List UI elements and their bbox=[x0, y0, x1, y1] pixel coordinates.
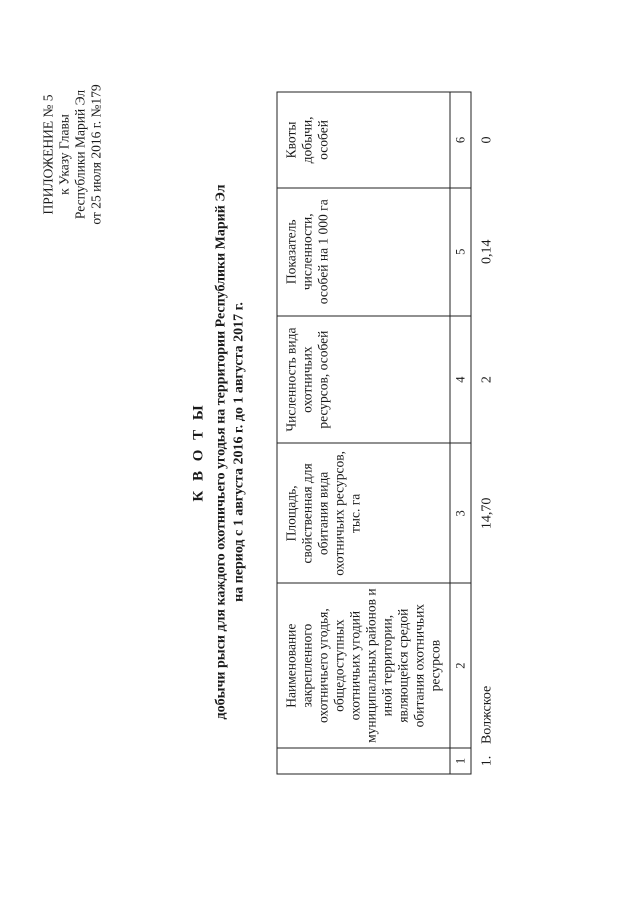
table-header-row bbox=[277, 92, 450, 774]
column-number: 6 bbox=[450, 92, 471, 188]
row-number: 1. bbox=[479, 755, 495, 767]
row-quota: 0 bbox=[479, 136, 495, 144]
header-cell-name: Наименование закрепленного охотничьего угодья, общедоступных охотничьих угодий муниципальных районов и иной территории, являющейся средой обитания охотничьих ресурсов bbox=[277, 583, 450, 748]
row-density: 0,14 bbox=[479, 239, 495, 265]
appendix-line-1: ПРИЛОЖЕНИЕ № 5 bbox=[40, 94, 56, 215]
document-subtitle-2: на период с 1 августа 2016 г. до 1 августа 2017 г. bbox=[231, 302, 247, 602]
rotated-page bbox=[1, 0, 640, 905]
appendix-line-2: к Указу Главы bbox=[56, 114, 72, 195]
row-area: 14,70 bbox=[479, 497, 495, 530]
column-number: 2 bbox=[450, 583, 471, 748]
appendix-line-4: от 25 июля 2016 г. №179 bbox=[88, 84, 104, 225]
document-subtitle-1: добычи рыси для каждого охотничьего угодья на территории Республики Марий Эл bbox=[213, 184, 229, 720]
table-number-row bbox=[450, 92, 471, 774]
header-cell-quota: Квоты добычи, особей bbox=[277, 92, 450, 188]
appendix-line-3: Республики Марий Эл bbox=[72, 89, 88, 220]
header-cell-count: Численность вида охотничьих ресурсов, особей bbox=[277, 316, 450, 444]
header-cell-area: Площадь, свойственная для обитания вида охотничьих ресурсов, тыс. га bbox=[277, 444, 450, 584]
column-number: 4 bbox=[450, 316, 471, 444]
appendix-block bbox=[41, 45, 105, 265]
row-count: 2 bbox=[479, 376, 495, 384]
header-cell-density: Показатель численности, особей на 1 000 га bbox=[277, 188, 450, 316]
column-number: 3 bbox=[450, 444, 471, 584]
column-number: 1 bbox=[450, 748, 471, 774]
row-name: Волжское bbox=[479, 685, 495, 745]
column-number: 5 bbox=[450, 188, 471, 316]
document-heading: К В О Т Ы bbox=[190, 402, 207, 502]
header-cell-no bbox=[277, 748, 450, 774]
table-row bbox=[471, 92, 504, 774]
quota-table bbox=[277, 92, 504, 775]
